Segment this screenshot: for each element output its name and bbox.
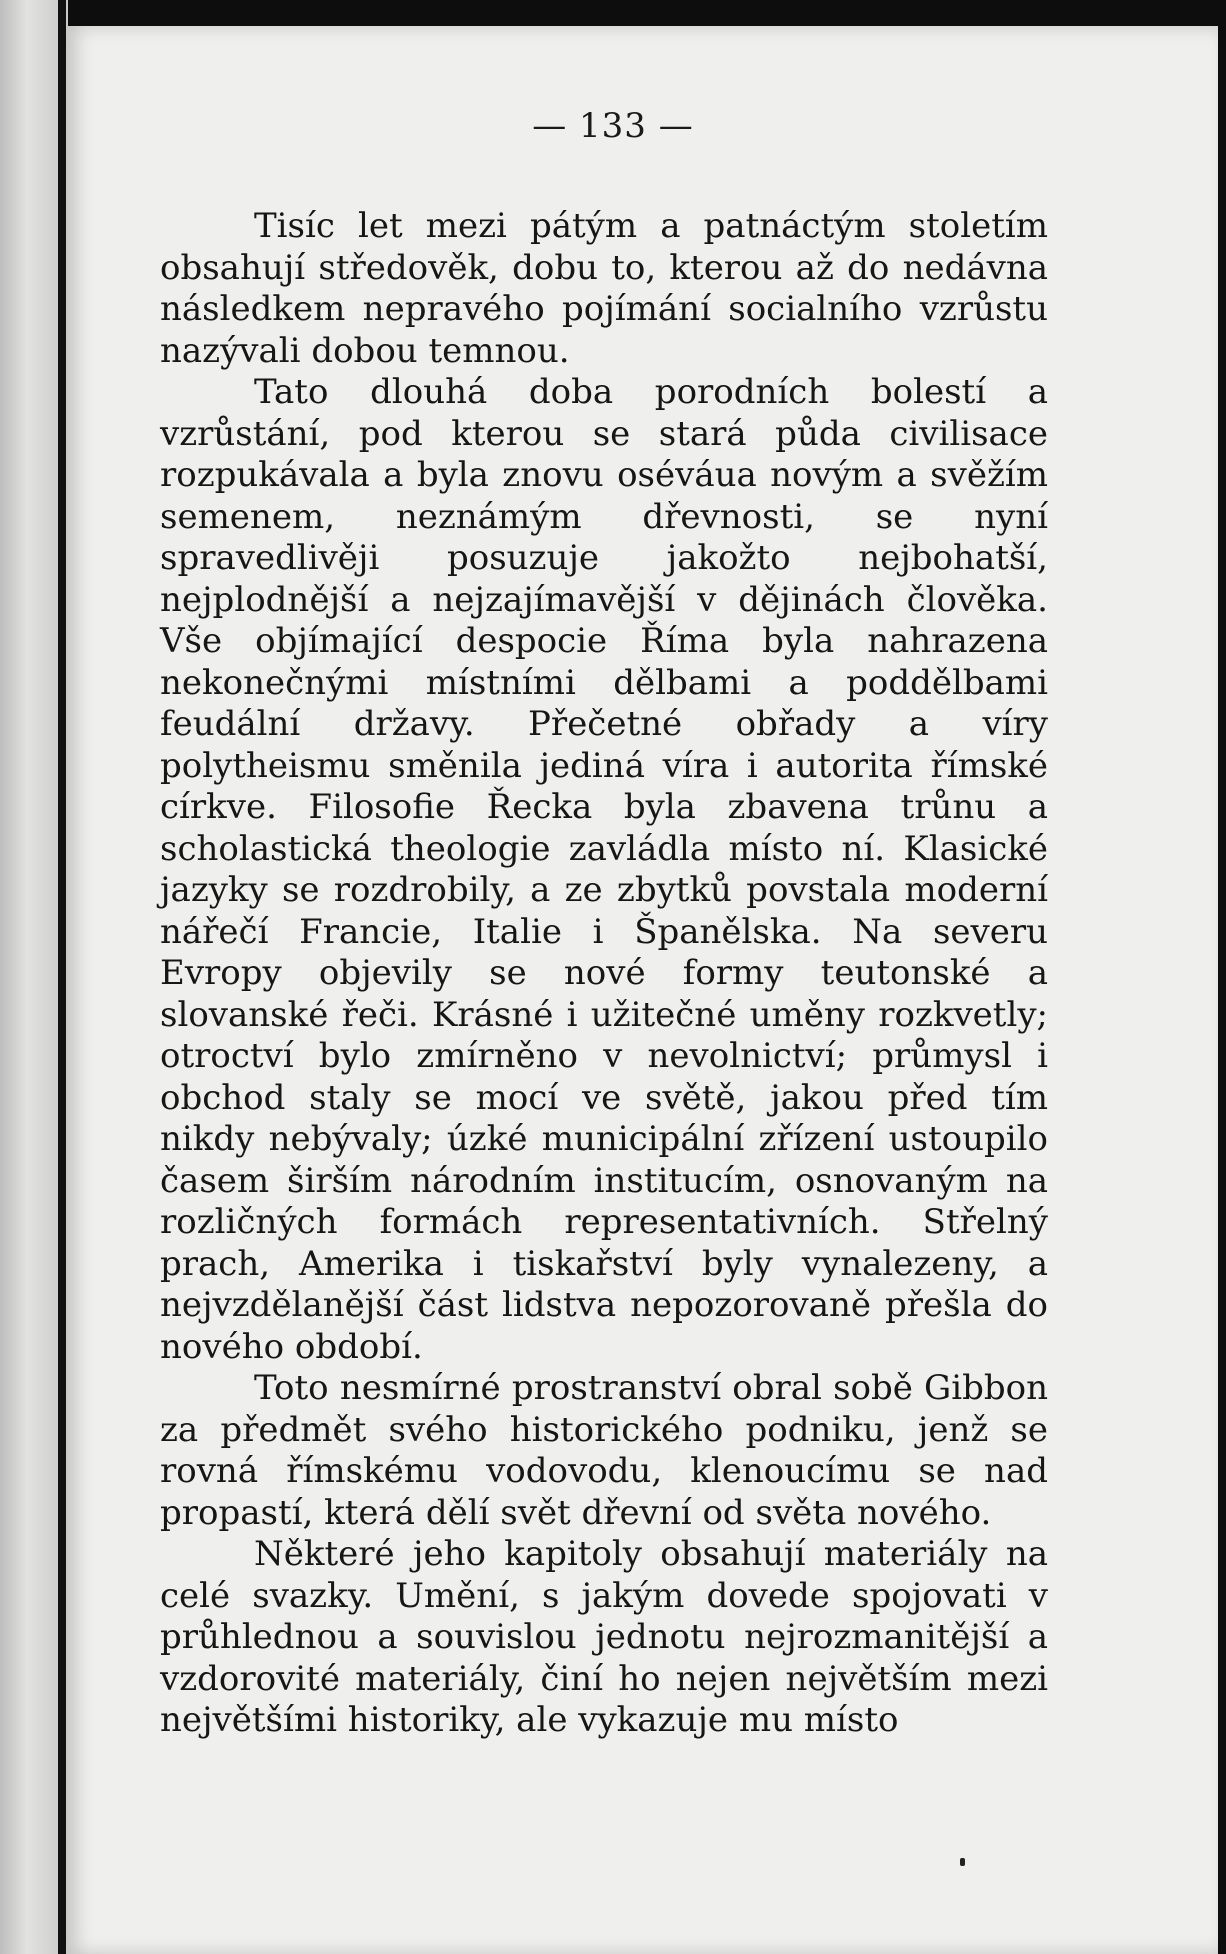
body-text [160, 206, 1048, 1742]
paragraph-4: Některé jeho kapitoly obsahují materiály na celé svazky. Umění, s jakým dovede spojovati v průhlednou a souvislou jednotu nejrozmanitější a vzdorovité materiály, činí ho nejen největším mezi největšími historiky, ale vykazuje mu místo [160, 1534, 1048, 1740]
paragraph-1: Tisíc let mezi pátým a patnáctým stoletím obsahují středověk, dobu to, kterou až do nedávna následkem nepravého pojímání socialního vzrůstu nazývali dobou temnou. [160, 206, 1048, 371]
page-number: — 133 — [532, 106, 694, 146]
ink-speck [960, 1858, 965, 1866]
gutter-shadow [58, 0, 66, 1954]
paragraph-3: Toto nesmírné prostranství obral sobě Gibbon za předmět svého historického podniku, jenž se rovná římskému vodovodu, klenoucímu se nad propastí, která dělí svět dřevní od světa nového. [160, 1368, 1048, 1533]
paragraph-2: Tato dlouhá doba porodních bolestí a vzrůstání, pod kterou se stará půda civilisace rozpukávala a byla znovu oséváua novým a svěžím semenem, neznámým dřevnosti, se nyní spravedlivěji posuzuje jakožto nejbohatší, nejplodnější a nejzajímavější v dějinách člověka. Vše objímající despocie Říma byla nahrazena nekonečnými místními dělbami a poddělbami feudální državy. Přečetné obřady a víry polytheismu směnila jediná víra i autorita římské církve. Filosofie Řecka byla zbavena trůnu a scholastická theologie zavládla místo ní. Klasické jazyky se rozdrobily, a ze zbytků povstala moderní nářečí Francie, Italie i Španělska. Na severu Evropy objevily se nové formy teutonské a slovanské řeči. Krásné i užitečné uměny rozkvetly; otroctví bylo zmírněno v nevolnictví; průmysl i obchod staly se mocí ve světě, jakou před tím nikdy nebývaly; úzké municipální zřízení ustoupilo časem širším národním institucím, osnovaným na rozličných formách representativních. Střelný prach, Amerika i tiskařství byly vynalezeny, a nejvzdělanější část lidstva nepozorovaně přešla do nového období. [160, 372, 1048, 1367]
